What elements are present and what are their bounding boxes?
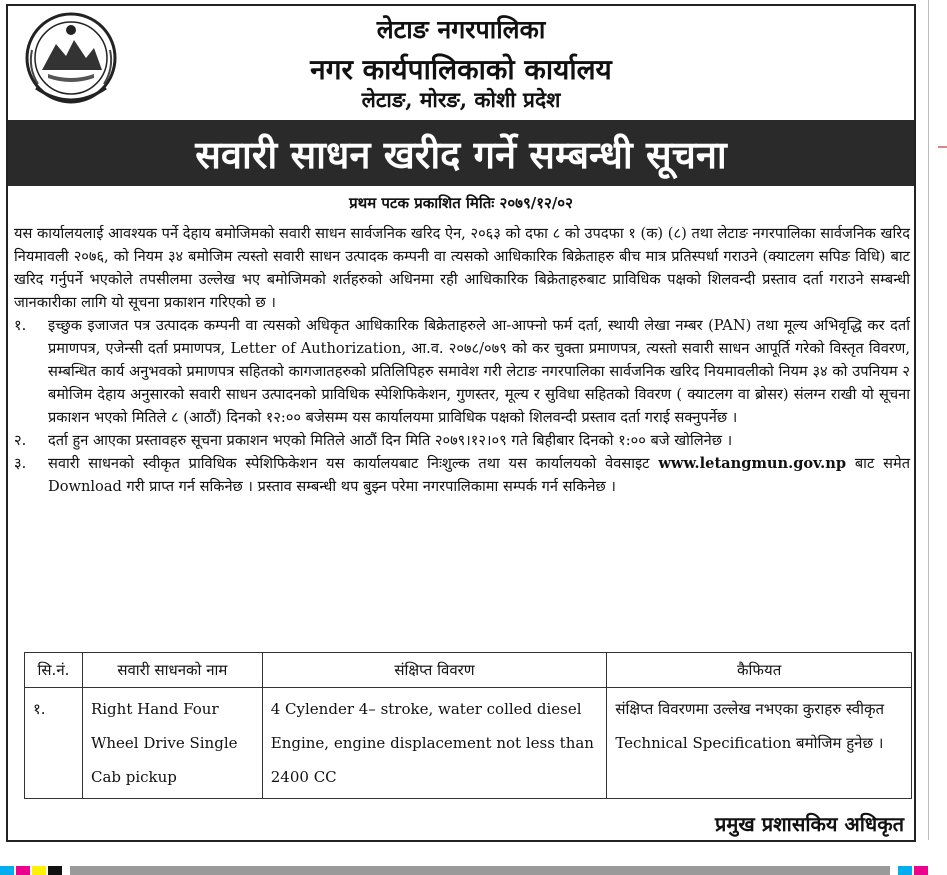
cell-vehicle-name: Right Hand Four Wheel Drive Single Cab pickup: [82, 688, 262, 799]
header-vehicle-name: सवारी साधनको नाम: [82, 653, 262, 688]
header-remarks: कैफियत: [607, 653, 912, 688]
item-number: १.: [14, 317, 27, 334]
item-text: [48, 452, 910, 498]
item-number: २.: [14, 432, 27, 449]
list-item: [14, 314, 910, 429]
item-text: दर्ता हुन आएका प्रस्तावहरु सूचना प्रकाशन भएको मितिले आठौं दिन मिति २०७९।१२।०९ गते बिहीबार दिनको १:०० बजे खोलिनेछ ।: [48, 432, 733, 449]
notice-title: सवारी साधन खरीद गर्ने सम्बन्धी सूचना: [195, 132, 727, 177]
page-edge-line: [928, 0, 929, 840]
color-swatch-black: [48, 866, 62, 875]
cell-description: 4 Cylender 4– stroke, water colled diesel Engine, engine displacement not less than 2400 CC: [262, 688, 607, 799]
cell-remarks: संक्षिप्त विवरणमा उल्लेख नभएका कुराहरु स्वीकृत Technical Specification बमोजिम हुनेछ ।: [607, 688, 912, 799]
cell-sn: १.: [25, 688, 83, 799]
print-color-bar: [0, 862, 947, 875]
published-date: प्रथम पटक प्रकाशित मितिः २०७९/१२/०२: [349, 194, 573, 212]
color-swatch-yellow: [32, 866, 46, 875]
intro-paragraph: यस कार्यालयलाई आवश्यक पर्ने देहाय बमोजिमको सवारी साधन सार्वजनिक खरिद ऐन, २०६३ को दफा ८ को उपदफा १ (क) (८) तथा लेटाङ नगरपालिका सार्वजनिक खरिद नियमावली २०७६, को नियम ३४ बमोजिम त्यस्तो सवारी साधन उत्पादक कम्पनी वा त्यसको आधिकारिक बिक्रेताहरु बीच मात्र प्रतिस्पर्धा गराउने (क्याटलग सपिङ विधि) बाट खरिद गर्नुपर्ने भएकोले तपसीलमा उल्लेख भए बमोजिमको शर्तहरुको अधिनमा रही आधिकारिक बिक्रेताहरुबाट प्राविधिक पक्षको शिलवन्दी प्रस्ताव दर्ता गराउने सम्बन्धी जानकारीका लागि यो सूचना प्रकाशन गरिएको छ ।: [14, 225, 910, 311]
color-bar-gray: [70, 866, 890, 875]
header-sn: सि.नं.: [25, 653, 83, 688]
item-text: इच्छुक इजाजत पत्र उत्पादक कम्पनी वा त्यसको अधिकृत आधिकारिक बिक्रेताहरुले आ-आफ्नो फर्म दर्ता, स्थायी लेखा नम्बर (PAN) तथा मूल्य अभिवृद्धि कर दर्ता प्रमाणपत्र, एजेन्सी दर्ता प्रमाणपत्र, Letter of Authorization, आ.व. २०७८/०७९ को कर चुक्ता प्रमाणपत्र, त्यस्तो सवारी साधन आपूर्ति गरेको विस्तृत विवरण, सम्बन्धित कार्य अनुभवको प्रमाणपत्र सहितको कागजातहरुको प्रतिलिपिहरु समावेश गरी लेटाङ नगरपालिका सार्वजनिक खरिद नियमावलीको नियम ३४ को उपनियम २ बमोजिम देहाय अनुसारको सवारी साधन उत्पादनको प्राविधिक स्पेशिफिकेशन, गुणस्तर, मूल्य र सुविधा सहितको विवरण ( क्याटलग वा ब्रोसर) संलग्न राखी यो सूचना प्रकाशन भएको मितिले ८ (आठौं) दिनको १२:०० बजेसम्म यस कार्यालयमा प्राविधिक पक्षको शिलवन्दी प्रस्ताव दर्ता गराई सक्नुपर्नेछ ।: [48, 317, 910, 426]
list-item: [14, 429, 910, 452]
table-row: [25, 688, 912, 799]
vehicle-spec-table: [24, 652, 912, 799]
color-swatch-cyan: [0, 866, 14, 875]
page-edge-mark: [938, 146, 947, 148]
municipality-name: लेटाङ नगरपालिका: [376, 15, 546, 44]
notice-body: [14, 222, 910, 498]
table-header-row: [25, 653, 912, 688]
notice-header: [8, 6, 914, 120]
item-text-after: बाट समेत Download गरी प्राप्त गर्न सकिनेछ । प्रस्ताव सम्बन्धी थप बुझ्न परेमा नगरपालिकामा सम्पर्क गर्न सकिनेछ ।: [48, 455, 911, 495]
signature: प्रमुख प्रशासकिय अधिकृत: [715, 812, 904, 836]
website-link[interactable]: www.letangmun.gov.np: [658, 455, 847, 472]
title-banner: [8, 120, 914, 186]
item-number: ३.: [14, 455, 27, 472]
office-name: नगर कार्यपालिकाको कार्यालय: [310, 53, 612, 86]
office-address: लेटाङ, मोरङ, कोशी प्रदेश: [361, 87, 561, 112]
color-swatch-magenta: [16, 866, 30, 875]
notice-frame: [6, 4, 916, 842]
header-description: संक्षिप्त विवरण: [262, 653, 607, 688]
color-swatch-cyan-right: [898, 866, 912, 875]
color-swatch-magenta-right: [914, 866, 928, 875]
list-item: [14, 452, 910, 498]
item-text-before: सवारी साधनको स्वीकृत प्राविधिक स्पेशिफिकेशन यस कार्यालयबाट निःशुल्क तथा यस कार्यालयको वेवसाइट: [48, 455, 650, 472]
